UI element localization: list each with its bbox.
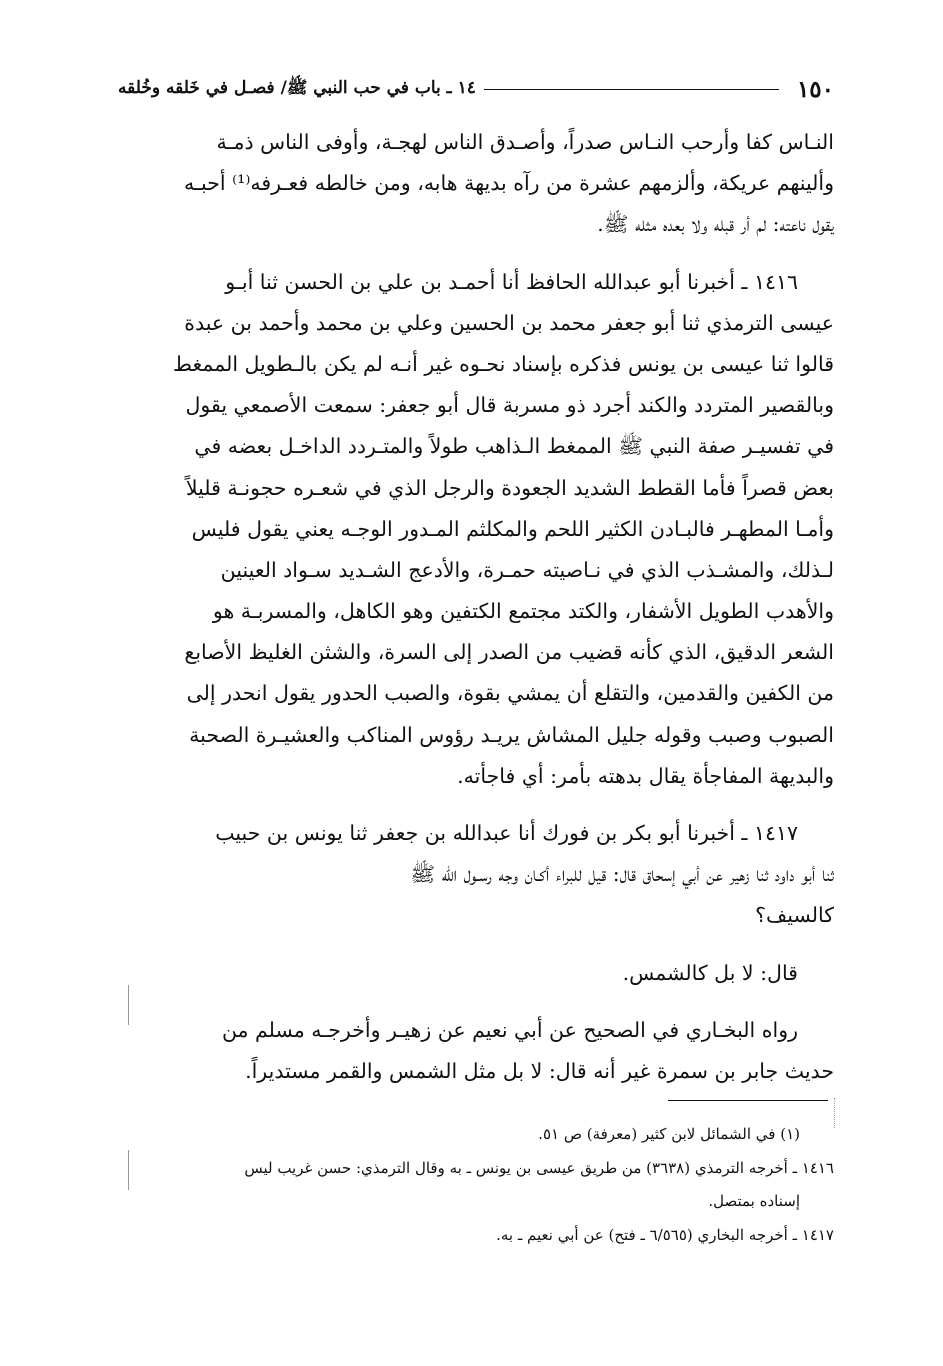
text-line: والبديهة المفاجأة يقال بدهته بأمر: أي فاجأته. bbox=[457, 763, 834, 788]
paragraph-gap bbox=[128, 246, 834, 262]
scan-margin-mark bbox=[128, 985, 129, 1025]
text-line: حديث جابر بن سمرة غير أنه قال: لا بل مثل الشمس والقمر مستديراً. bbox=[245, 1058, 834, 1083]
page-number: ١٥٠ bbox=[796, 75, 834, 103]
text-line: وأمـا المطهـر فالبـادن الكثير اللحم والمكلثم المـدور الوجـه يعني يقول فليس bbox=[191, 516, 834, 541]
running-header bbox=[118, 74, 834, 104]
text-line: كالسيف؟ bbox=[755, 903, 834, 928]
text-line: وبالقصير المتردد والكند أجرد ذو مسربة قال أبو جعفر: سمعت الأصمعي يقول bbox=[185, 393, 834, 418]
text-line: النـاس كفا وأرحب النـاس صدراً، وأصـدق الناس لهجـة، وأوفى الناس ذمـة bbox=[216, 130, 834, 154]
paragraph-gap bbox=[128, 797, 834, 813]
text-line: الشعر الدقيق، الذي كأنه قضيب من الصدر إلى السرة، والشثن الغليظ الأصابع bbox=[184, 640, 834, 665]
text-line: وألينهم عريكة، وألزمهم عشرة من رآه بديهة هابه، ومن خالطه فعـرفه⁽¹⁾ أحبـه bbox=[184, 171, 834, 196]
text-line: عيسى الترمذي ثنا أبو جعفر محمد بن الحسين وعلي بن محمد وأحمد بن عبدة bbox=[184, 310, 834, 335]
footnote-line: إسناده بمتصل. bbox=[708, 1192, 800, 1210]
hadith-1417-first-line: ١٤١٧ ـ أخبرنا أبو بكر بن فورك أنا عبدالله بن جعفر ثنا يونس بن حبيب bbox=[215, 821, 798, 845]
hadith-1416-first-line: ١٤١٦ ـ أخبرنا أبو عبدالله الحافظ أنا أحمـد بن علي بن الحسن ثنا أبـو bbox=[225, 269, 798, 294]
main-text bbox=[128, 122, 834, 1092]
text-line: قالوا ثنا عيسى بن يونس فذكره بإسناد نحـوه غير أنـه لم يكن بالـطويل الممغط bbox=[173, 351, 834, 376]
paragraph-gap bbox=[128, 994, 834, 1010]
scan-margin-mark bbox=[834, 1098, 835, 1128]
footnotes bbox=[128, 1118, 834, 1252]
footnote-line: ١٤١٧ ـ أخرجه البخاري (٦/٥٦٥ ـ فتح) عن أبي نعيم ـ به. bbox=[496, 1225, 834, 1244]
text-line: قال: لا بل كالشمس. bbox=[622, 960, 798, 985]
footnote-separator bbox=[668, 1100, 828, 1101]
text-line: في تفسيـر صفة النبي ﷺ الممغط الـذاهب طولاً والمتـردد الداخـل بعضه في bbox=[194, 434, 834, 459]
scan-margin-mark bbox=[128, 1150, 129, 1190]
text-line: يقول ناعته: لم أر قبله ولا بعده مثله ﷺ. bbox=[597, 212, 834, 237]
text-line: لـذلك، والمشـذب الذي في نـاصيته حمـرة، والأدعج الشـديد سـواد العينين bbox=[220, 557, 834, 582]
paragraph-gap bbox=[128, 937, 834, 953]
text-line: بعض قصراً فأما القطط الشديد الجعودة والرجل الذي في شعـره حجونـة قليلاً bbox=[185, 475, 834, 500]
text-line: الصبوب وصبب وقوله جليل المشاش يريـد رؤوس المناكب والعشيـرة الصحبة bbox=[189, 722, 834, 747]
text-line: ثنا أبو داود ثنا زهير عن أبي إسحاق قال: قيل للبراء أكـان وجه رسـول الله ﷺ bbox=[410, 862, 834, 887]
chapter-title: ١٤ ـ باب في حب النبي ﷺ/ فصـل في خَلقه وخُلقه bbox=[118, 77, 476, 98]
text-line: رواه البخـاري في الصحيح عن أبي نعيم عن زهيـر وأخرجـه مسلم من bbox=[221, 1017, 798, 1042]
text-line: والأهدب الطويل الأشفار، والكتد مجتمع الكتفين وهو الكاهل، والمسربـة هو bbox=[212, 599, 834, 624]
header-rule bbox=[484, 89, 779, 90]
footnote-line: (١) في الشمائل لابن كثير (معرفة) ص ٥١. bbox=[538, 1125, 800, 1143]
footnote-line: ١٤١٦ ـ أخرجه الترمذي (٣٦٣٨) من طريق عيسى بن يونس ـ به وقال الترمذي: حسن غريب ليس bbox=[244, 1158, 834, 1177]
text-line: من الكفين والقدمين، والتقلع أن يمشي بقوة، والصبب الحدور يقول انحدر إلى bbox=[186, 681, 834, 706]
